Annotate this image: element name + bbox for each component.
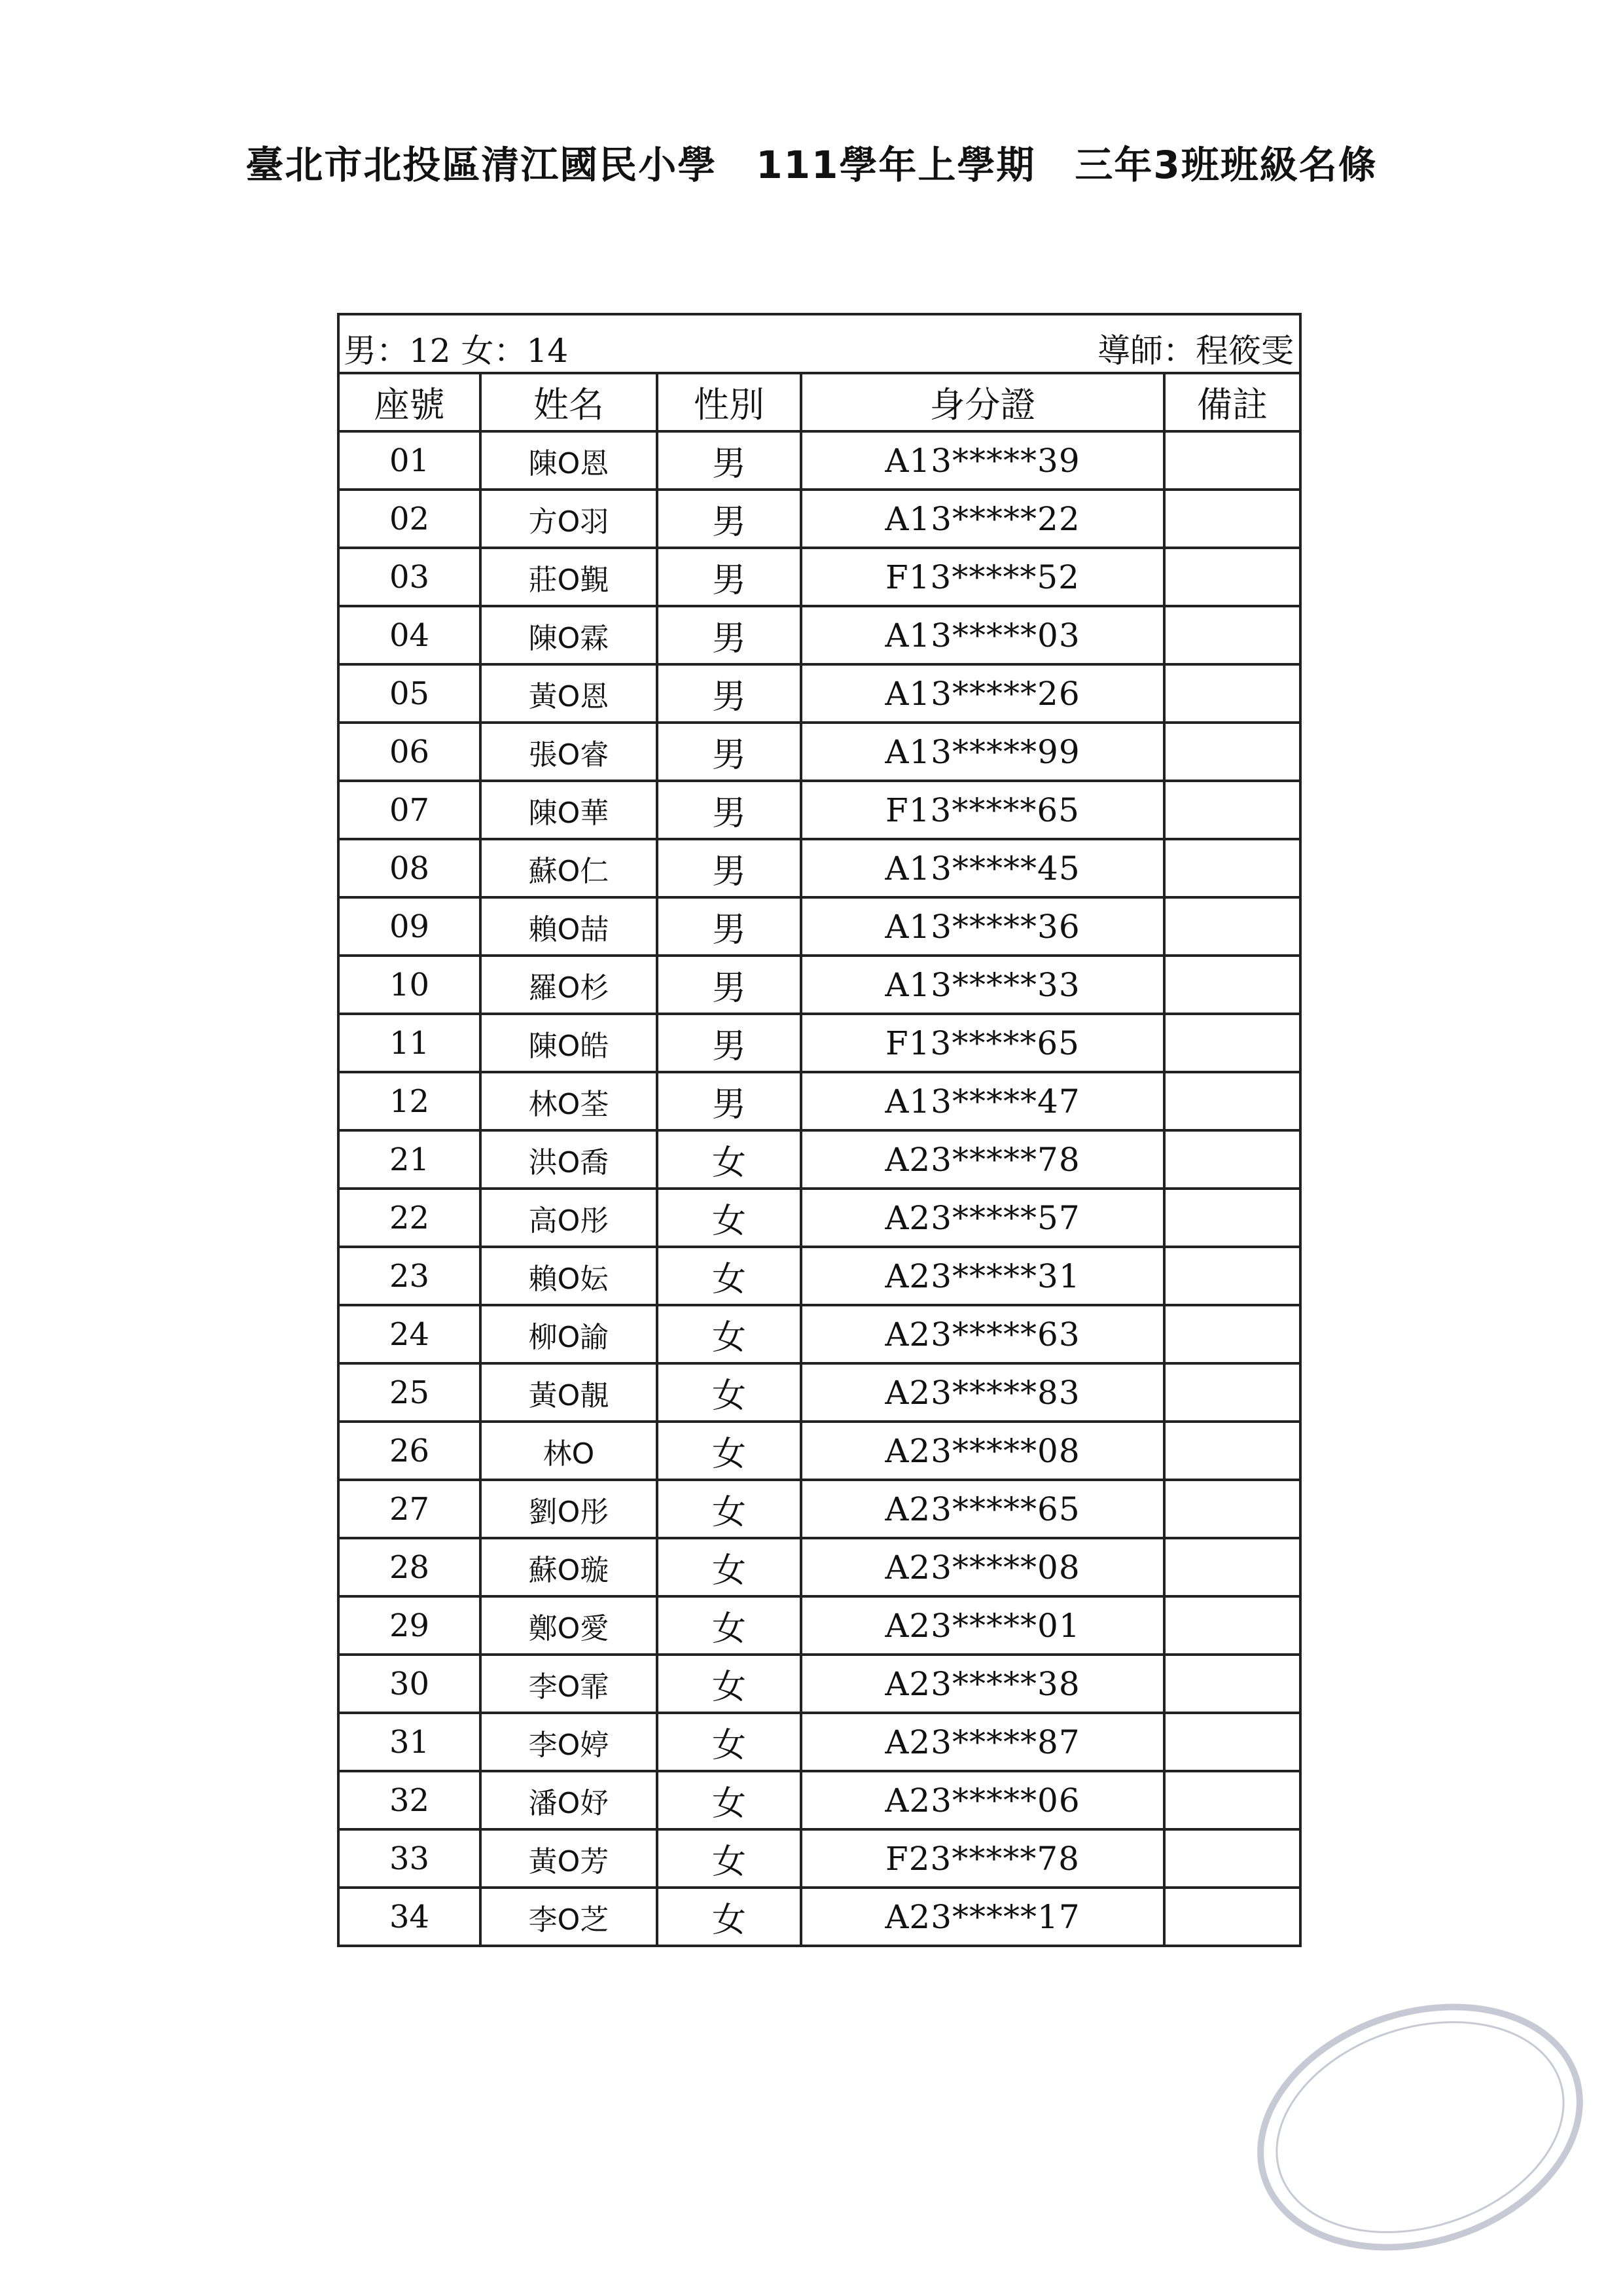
note-cell <box>1164 664 1300 723</box>
seat-cell: 34 <box>338 1888 480 1946</box>
name-cell: 洪O喬 <box>480 1130 657 1189</box>
name-cell: 高O彤 <box>480 1189 657 1247</box>
note-cell <box>1164 1305 1300 1363</box>
name-cell: 蘇O仁 <box>480 839 657 897</box>
table-row <box>338 897 1300 956</box>
seat-cell: 30 <box>338 1655 480 1713</box>
idno-cell: A23*****08 <box>801 1422 1164 1480</box>
idno-cell: A23*****78 <box>801 1130 1164 1189</box>
name-cell: 賴O妘 <box>480 1247 657 1305</box>
note-cell <box>1164 1072 1300 1130</box>
name-cell: 林O荃 <box>480 1072 657 1130</box>
seat-cell: 25 <box>338 1363 480 1422</box>
seat-cell: 08 <box>338 839 480 897</box>
note-cell <box>1164 1363 1300 1422</box>
header-gender: 性別 <box>657 373 801 431</box>
table-row <box>338 1655 1300 1713</box>
name-cell: 柳O諭 <box>480 1305 657 1363</box>
name-cell: 陳O恩 <box>480 431 657 490</box>
note-cell <box>1164 839 1300 897</box>
name-cell: 鄭O愛 <box>480 1596 657 1655</box>
table-row <box>338 664 1300 723</box>
idno-cell: F13*****52 <box>801 548 1164 606</box>
note-cell <box>1164 1888 1300 1946</box>
name-cell: 李O芝 <box>480 1888 657 1946</box>
idno-cell: F23*****78 <box>801 1829 1164 1888</box>
seat-cell: 09 <box>338 897 480 956</box>
seat-cell: 21 <box>338 1130 480 1189</box>
idno-cell: A23*****83 <box>801 1363 1164 1422</box>
name-cell: 陳O華 <box>480 781 657 839</box>
table-row <box>338 1189 1300 1247</box>
table-row <box>338 1538 1300 1596</box>
seat-cell: 29 <box>338 1596 480 1655</box>
table-row <box>338 1596 1300 1655</box>
idno-cell: A23*****57 <box>801 1189 1164 1247</box>
table-row <box>338 956 1300 1014</box>
seat-cell: 10 <box>338 956 480 1014</box>
note-cell <box>1164 897 1300 956</box>
name-cell: 李O婷 <box>480 1713 657 1771</box>
header-note: 備註 <box>1164 373 1300 431</box>
table-row <box>338 548 1300 606</box>
female-label: 女： <box>450 332 527 370</box>
table-row <box>338 1072 1300 1130</box>
gender-cell: 男 <box>657 1072 801 1130</box>
gender-cell: 女 <box>657 1655 801 1713</box>
gender-cell: 女 <box>657 1305 801 1363</box>
gender-cell: 男 <box>657 723 801 781</box>
note-cell <box>1164 1771 1300 1829</box>
gender-cell: 男 <box>657 490 801 548</box>
gender-cell: 男 <box>657 897 801 956</box>
note-cell <box>1164 723 1300 781</box>
summary-cell <box>338 314 1300 373</box>
gender-cell: 女 <box>657 1130 801 1189</box>
gender-cell: 女 <box>657 1247 801 1305</box>
note-cell <box>1164 1247 1300 1305</box>
summary-row <box>338 314 1300 373</box>
name-cell: 黃O恩 <box>480 664 657 723</box>
name-cell: 蘇O璇 <box>480 1538 657 1596</box>
gender-cell: 女 <box>657 1829 801 1888</box>
table-row <box>338 781 1300 839</box>
table-row <box>338 431 1300 490</box>
gender-cell: 女 <box>657 1771 801 1829</box>
idno-cell: A13*****36 <box>801 897 1164 956</box>
idno-cell: A13*****99 <box>801 723 1164 781</box>
seat-cell: 03 <box>338 548 480 606</box>
seat-cell: 06 <box>338 723 480 781</box>
name-cell: 潘O妤 <box>480 1771 657 1829</box>
gender-cell: 男 <box>657 956 801 1014</box>
seat-cell: 26 <box>338 1422 480 1480</box>
note-cell <box>1164 781 1300 839</box>
seat-cell: 01 <box>338 431 480 490</box>
table-row <box>338 839 1300 897</box>
name-cell: 羅O杉 <box>480 956 657 1014</box>
table-row <box>338 1305 1300 1363</box>
table-row <box>338 490 1300 548</box>
seat-cell: 04 <box>338 606 480 664</box>
table-row <box>338 1363 1300 1422</box>
name-cell: 陳O霖 <box>480 606 657 664</box>
gender-cell: 女 <box>657 1596 801 1655</box>
name-cell: 方O羽 <box>480 490 657 548</box>
note-cell <box>1164 1538 1300 1596</box>
name-cell: 張O睿 <box>480 723 657 781</box>
gender-cell: 女 <box>657 1422 801 1480</box>
gender-cell: 男 <box>657 431 801 490</box>
seat-cell: 33 <box>338 1829 480 1888</box>
gender-cell: 女 <box>657 1713 801 1771</box>
table-row <box>338 1713 1300 1771</box>
table-row <box>338 1888 1300 1946</box>
name-cell: 劉O彤 <box>480 1480 657 1538</box>
gender-cell: 男 <box>657 606 801 664</box>
table-row <box>338 723 1300 781</box>
seat-cell: 02 <box>338 490 480 548</box>
note-cell <box>1164 1480 1300 1538</box>
idno-cell: A13*****47 <box>801 1072 1164 1130</box>
idno-cell: F13*****65 <box>801 781 1164 839</box>
note-cell <box>1164 431 1300 490</box>
male-count: 12 <box>409 332 451 370</box>
seat-cell: 05 <box>338 664 480 723</box>
gender-cell: 女 <box>657 1480 801 1538</box>
note-cell <box>1164 548 1300 606</box>
note-cell <box>1164 1713 1300 1771</box>
note-cell <box>1164 1130 1300 1189</box>
idno-cell: A23*****01 <box>801 1596 1164 1655</box>
name-cell: 黃O靚 <box>480 1363 657 1422</box>
idno-cell: A23*****06 <box>801 1771 1164 1829</box>
gender-cell: 男 <box>657 839 801 897</box>
gender-cell: 男 <box>657 664 801 723</box>
note-cell <box>1164 956 1300 1014</box>
page-title: 臺北市北投區清江國民小學 111學年上學期 三年3班班級名條 <box>245 143 1378 187</box>
seat-cell: 07 <box>338 781 480 839</box>
gender-cell: 女 <box>657 1363 801 1422</box>
idno-cell: A13*****03 <box>801 606 1164 664</box>
idno-cell: A13*****22 <box>801 490 1164 548</box>
header-id: 身分證 <box>801 373 1164 431</box>
seat-cell: 23 <box>338 1247 480 1305</box>
header-name: 姓名 <box>480 373 657 431</box>
note-cell <box>1164 1014 1300 1072</box>
seat-cell: 24 <box>338 1305 480 1363</box>
teacher-name: 導師：程筱雯 <box>1097 332 1294 370</box>
idno-cell: A23*****08 <box>801 1538 1164 1596</box>
name-cell: 賴O喆 <box>480 897 657 956</box>
office-seal-stamp <box>1230 1977 1610 2278</box>
idno-cell: A13*****45 <box>801 839 1164 897</box>
idno-cell: A23*****38 <box>801 1655 1164 1713</box>
idno-cell: A23*****31 <box>801 1247 1164 1305</box>
gender-cell: 女 <box>657 1888 801 1946</box>
name-cell: 莊O覲 <box>480 548 657 606</box>
seat-cell: 27 <box>338 1480 480 1538</box>
table-row <box>338 1422 1300 1480</box>
gender-cell: 女 <box>657 1538 801 1596</box>
header-seat: 座號 <box>338 373 480 431</box>
table-row <box>338 1014 1300 1072</box>
table-row <box>338 1480 1300 1538</box>
note-cell <box>1164 1596 1300 1655</box>
table-row <box>338 606 1300 664</box>
table-row <box>338 1829 1300 1888</box>
gender-cell: 男 <box>657 1014 801 1072</box>
seat-cell: 12 <box>338 1072 480 1130</box>
seat-cell: 28 <box>338 1538 480 1596</box>
male-label: 男： <box>344 332 409 370</box>
seat-cell: 32 <box>338 1771 480 1829</box>
name-cell: 黃O芳 <box>480 1829 657 1888</box>
table-row <box>338 1130 1300 1189</box>
female-count: 14 <box>526 332 569 370</box>
idno-cell: A13*****33 <box>801 956 1164 1014</box>
idno-cell: A23*****17 <box>801 1888 1164 1946</box>
idno-cell: A23*****65 <box>801 1480 1164 1538</box>
header-row <box>338 373 1300 431</box>
class-roster-table <box>337 313 1302 1947</box>
note-cell <box>1164 1655 1300 1713</box>
name-cell: 陳O皓 <box>480 1014 657 1072</box>
idno-cell: F13*****65 <box>801 1014 1164 1072</box>
table-row <box>338 1247 1300 1305</box>
table-row <box>338 1771 1300 1829</box>
gender-cell: 女 <box>657 1189 801 1247</box>
name-cell: 李O霏 <box>480 1655 657 1713</box>
name-cell: 林O <box>480 1422 657 1480</box>
idno-cell: A13*****39 <box>801 431 1164 490</box>
seat-cell: 22 <box>338 1189 480 1247</box>
gender-cell: 男 <box>657 548 801 606</box>
note-cell <box>1164 490 1300 548</box>
roster-body <box>338 431 1300 1946</box>
gender-counts <box>344 325 568 372</box>
note-cell <box>1164 606 1300 664</box>
idno-cell: A13*****26 <box>801 664 1164 723</box>
gender-cell: 男 <box>657 781 801 839</box>
idno-cell: A23*****63 <box>801 1305 1164 1363</box>
seat-cell: 31 <box>338 1713 480 1771</box>
note-cell <box>1164 1829 1300 1888</box>
note-cell <box>1164 1189 1300 1247</box>
idno-cell: A23*****87 <box>801 1713 1164 1771</box>
note-cell <box>1164 1422 1300 1480</box>
seat-cell: 11 <box>338 1014 480 1072</box>
